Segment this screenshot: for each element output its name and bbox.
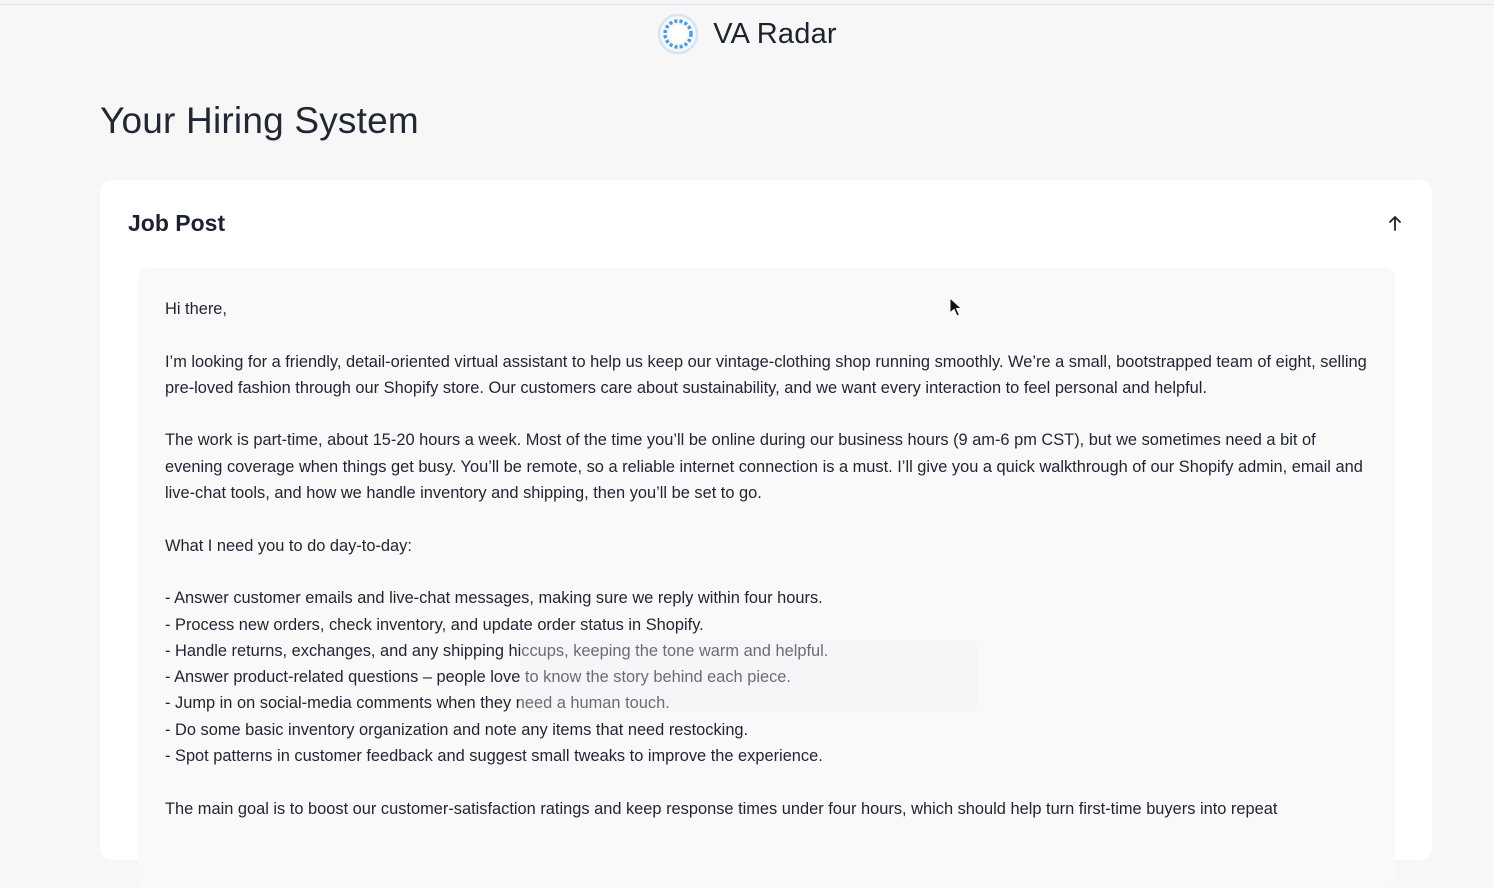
brand-header [0, 13, 1494, 55]
job-post-body [138, 268, 1395, 888]
greeting: Hi there, [165, 300, 227, 318]
top-divider [0, 0, 1494, 5]
task-list [165, 585, 1370, 769]
arrow-up-icon [1387, 214, 1403, 237]
brand-name: VA Radar [713, 17, 837, 50]
job-post-card [100, 180, 1432, 860]
tasks-heading: What I need you to do day-to-day: [165, 536, 412, 555]
goal-paragraph: The main goal is to boost our customer-satisfaction ratings and keep response times under four hours, which should help turn first-time buyers into repeat [165, 799, 1278, 818]
list-item: - Answer customer emails and live-chat messages, making sure we reply within four hours. [165, 589, 823, 608]
list-item: - Process new orders, check inventory, and update order status in Shopify. [165, 615, 704, 634]
list-item: - Handle returns, exchanges, and any shipping hiccups, keeping the tone warm and helpful. [165, 641, 829, 660]
list-item: - Jump in on social-media comments when they need a human touch. [165, 694, 670, 713]
page-title: Your Hiring System [100, 100, 419, 141]
job-post-header[interactable]: Job Post [128, 210, 226, 236]
collapse-button[interactable] [1384, 214, 1406, 236]
list-item: - Spot patterns in customer feedback and suggest small tweaks to improve the experience. [165, 747, 823, 766]
radar-ring-icon [657, 13, 699, 55]
intro-paragraph: I’m looking for a friendly, detail-oriented virtual assistant to help us keep our vintage-clothing shop running smoothly. We’re a small, bootstrapped team of eight, selling pre-loved fashion through our Shopify store. Our customers care about sustainability, and we want every interaction to feel personal and helpful. [165, 352, 1367, 397]
job-post-text [165, 296, 1370, 848]
work-details-paragraph: The work is part-time, about 15-20 hours a week. Most of the time you’ll be online during our business hours (9 am-6 pm CST), but we sometimes need a bit of evening coverage when things get busy. You’ll be remote, so a reliable internet connection is a must. I’ll give you a quick walkthrough of our Shopify admin, email and live-chat tools, and how we handle inventory and shipping, then you’ll be set to go. [165, 431, 1363, 503]
list-item: - Do some basic inventory organization and note any items that need restocking. [165, 720, 749, 739]
list-item: - Answer product-related questions – people love to know the story behind each piece. [165, 668, 791, 687]
